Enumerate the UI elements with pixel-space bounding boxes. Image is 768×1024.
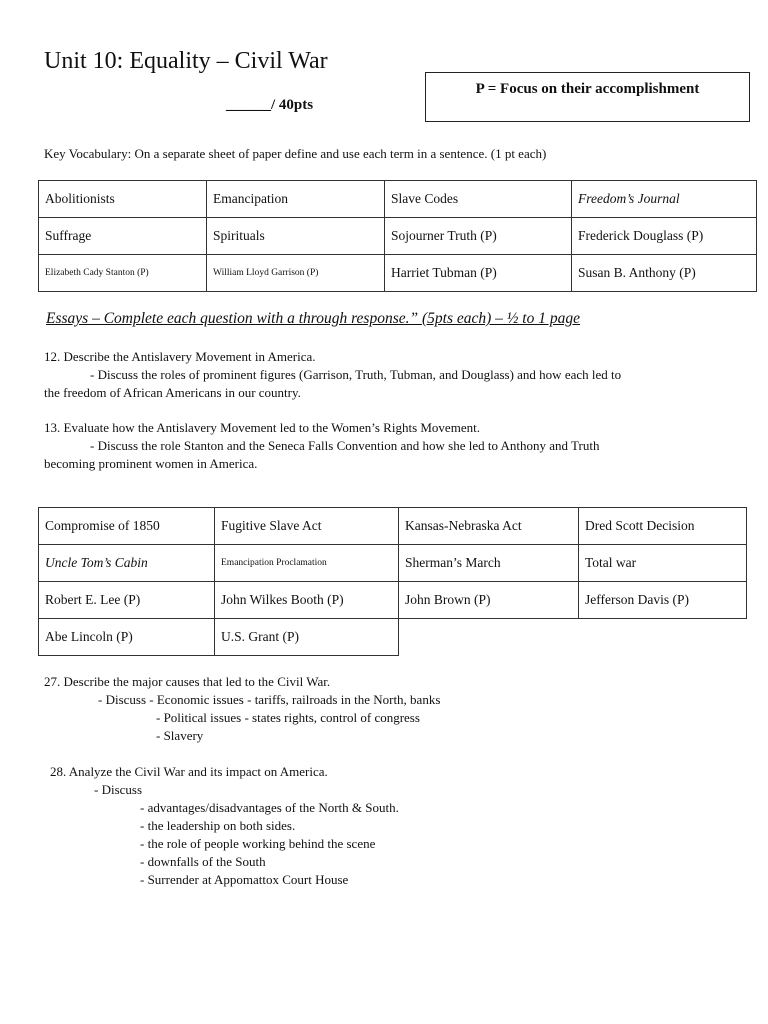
vocab-cell: Sojourner Truth (P) xyxy=(385,218,572,255)
table-row xyxy=(39,181,757,218)
essays-heading: Essays – Complete each question with a through response.” (5pts each) – ½ to 1 page xyxy=(46,310,580,327)
table-row xyxy=(39,619,747,656)
question-12 xyxy=(44,348,724,402)
empty-cell xyxy=(399,619,579,656)
vocab-cell: Harriet Tubman (P) xyxy=(385,255,572,292)
question-text: 27. Describe the major causes that led to the Civil War. xyxy=(44,674,331,689)
table-row xyxy=(39,582,747,619)
vocab-cell: Jefferson Davis (P) xyxy=(579,582,747,619)
vocab-cell: U.S. Grant (P) xyxy=(215,619,399,656)
focus-note-box: P = Focus on their accomplishment xyxy=(425,72,750,122)
vocab-cell: Abe Lincoln (P) xyxy=(39,619,215,656)
question-28 xyxy=(50,763,730,889)
question-13 xyxy=(44,419,724,473)
vocab-table-1 xyxy=(38,180,757,292)
question-detail: - Slavery xyxy=(156,728,204,743)
vocab-cell: Frederick Douglass (P) xyxy=(572,218,757,255)
question-detail: - Discuss the roles of prominent figures (Garrison, Truth, Tubman, and Douglass) and how each led to xyxy=(90,367,622,382)
question-detail: - Discuss the role Stanton and the Seneca Falls Convention and how she led to Anthony and Truth xyxy=(90,438,600,453)
vocab-cell: Emancipation Proclamation xyxy=(215,545,399,582)
question-detail: - advantages/disadvantages of the North & South. xyxy=(140,800,399,815)
vocab-cell: Freedom’s Journal xyxy=(572,181,757,218)
vocab-cell: Emancipation xyxy=(207,181,385,218)
table-row xyxy=(39,508,747,545)
vocab-cell: Suffrage xyxy=(39,218,207,255)
question-detail: - Surrender at Appomattox Court House xyxy=(140,872,349,887)
table-row xyxy=(39,218,757,255)
question-text: 28. Analyze the Civil War and its impact on America. xyxy=(50,764,328,779)
vocab-cell: Fugitive Slave Act xyxy=(215,508,399,545)
vocab-table-2 xyxy=(38,507,747,656)
question-detail: - Political issues - states rights, control of congress xyxy=(156,710,420,725)
vocab-cell: Compromise of 1850 xyxy=(39,508,215,545)
vocab-cell: Susan B. Anthony (P) xyxy=(572,255,757,292)
vocab-cell: Abolitionists xyxy=(39,181,207,218)
question-detail: - Discuss - Economic issues - tariffs, railroads in the North, banks xyxy=(98,692,441,707)
table-row xyxy=(39,545,747,582)
table-row xyxy=(39,255,757,292)
vocab-cell: John Brown (P) xyxy=(399,582,579,619)
question-detail: - downfalls of the South xyxy=(140,854,266,869)
question-detail: - the role of people working behind the scene xyxy=(140,836,376,851)
vocab-cell: Elizabeth Cady Stanton (P) xyxy=(39,255,207,292)
points-blank: ______/ 40pts xyxy=(226,97,314,113)
vocab-cell: William Lloyd Garrison (P) xyxy=(207,255,385,292)
question-detail: becoming prominent women in America. xyxy=(44,456,258,471)
vocab-cell: Kansas-Nebraska Act xyxy=(399,508,579,545)
vocab-cell: John Wilkes Booth (P) xyxy=(215,582,399,619)
question-text: 13. Evaluate how the Antislavery Movement led to the Women’s Rights Movement. xyxy=(44,420,480,435)
question-detail: the freedom of African Americans in our country. xyxy=(44,385,301,400)
page-title: Unit 10: Equality – Civil War xyxy=(44,48,328,74)
vocab-instructions: Key Vocabulary: On a separate sheet of paper define and use each term in a sentence. (1 pt each) xyxy=(44,146,547,161)
vocab-cell: Dred Scott Decision xyxy=(579,508,747,545)
vocab-cell: Spirituals xyxy=(207,218,385,255)
vocab-cell: Uncle Tom’s Cabin xyxy=(39,545,215,582)
vocab-cell: Robert E. Lee (P) xyxy=(39,582,215,619)
question-27 xyxy=(44,673,724,745)
vocab-cell: Total war xyxy=(579,545,747,582)
question-detail: - the leadership on both sides. xyxy=(140,818,296,833)
vocab-cell: Sherman’s March xyxy=(399,545,579,582)
question-detail: - Discuss xyxy=(94,782,143,797)
vocab-cell: Slave Codes xyxy=(385,181,572,218)
empty-cell xyxy=(579,619,747,656)
question-text: 12. Describe the Antislavery Movement in America. xyxy=(44,349,316,364)
